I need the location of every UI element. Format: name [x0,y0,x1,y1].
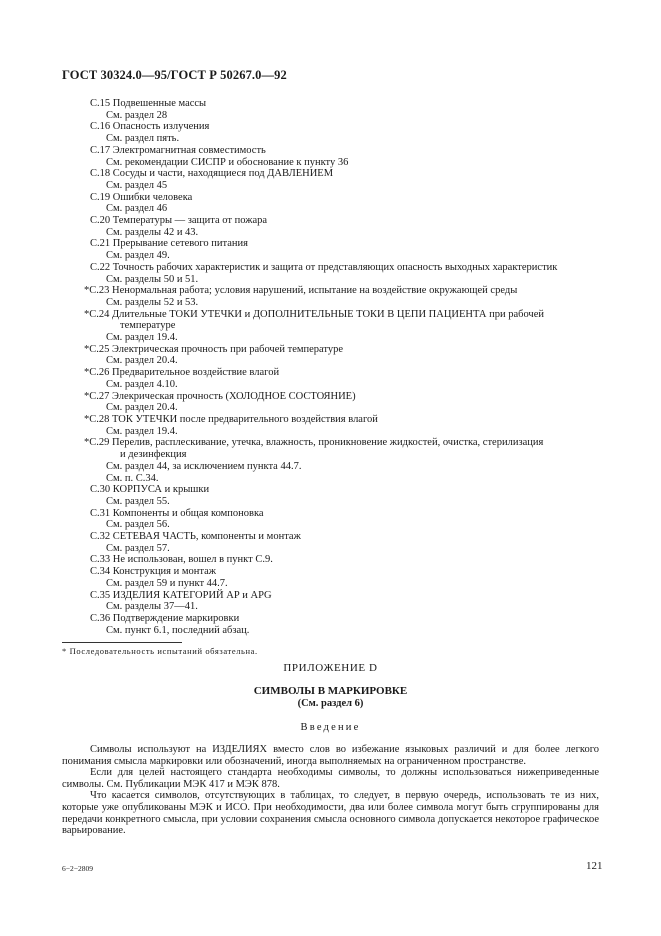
clause-title: С.32 СЕТЕВАЯ ЧАСТЬ, компоненты и монтаж [90,531,301,543]
clause-title: *С.23 Ненормальная работа; условия нарушений, испытание на воздействие окружающей среды [84,285,518,297]
clause-title: С.20 Температуры — защита от пожара [90,215,268,227]
intro-body [62,744,599,837]
clause-reference: См. раздел 28 [106,109,168,121]
intro-paragraph: Символы используют на ИЗДЕЛИЯХ вместо слов во избежание языковых различий и для более легкого понимания смысла маркировки или обозначений, иногда выполняемых на ограниченном пространстве. [62,744,599,767]
intro-paragraph: Что касается символов, отсутствующих в таблицах, то следует, в первую очередь, использовать те из них, которые уже опубликованы МЭК и ИСО. При необходимости, два или более символа могут быть сгруппированы для передачи конкретного смысла, при условии сохранения смысла основного символа допускается некоторое графическое варьирование. [62,790,599,837]
clause-title: С.33 Не использован, вошел в пункт С.9. [90,554,273,566]
clause-title: *С.26 Предварительное воздействие влагой [84,367,280,379]
appendix-subtitle-ref: (См. раздел 6) [297,698,364,709]
clause-entry [90,554,610,566]
clause-entry [90,215,610,238]
document-header: ГОСТ 30324.0—95/ГОСТ Р 50267.0—92 [62,68,287,82]
clause-reference: См. раздел 49. [106,250,170,262]
clause-title: С.18 Сосуды и части, находящиеся под ДАВЛЕНИЕМ [90,168,334,180]
clause-title: С.15 Подвешенные массы [90,98,207,109]
clause-title: С.31 Компоненты и общая компоновка [90,507,264,519]
clause-reference: См. разделы 37—41. [106,601,198,613]
clause-entry [90,531,610,554]
clause-entry [84,285,610,308]
clause-reference: См. раздел 46 [106,203,168,215]
clause-reference: См. раздел 44, за исключением пункта 44.7. [106,460,302,472]
clause-reference: См. рекомендации СИСПР и обоснование к пункту 36 [106,156,349,168]
clause-reference: См. раздел 57. [106,542,170,554]
clause-entry [90,613,610,636]
clause-title: *С.28 ТОК УТЕЧКИ после предварительного воздействия влагой [84,413,378,425]
clause-entry [84,414,610,437]
intro-heading: Введение [300,722,361,733]
footnote: * Последовательность испытаний обязательна. [62,646,258,656]
clause-entry [90,168,610,191]
clause-entry [84,391,610,414]
clause-entry [84,309,610,344]
intro-paragraph: Если для целей настоящего стандарта необходимы символы, то должны использоваться нижеприведенные символы. См. Публикации МЭК 417 и МЭК 878. [62,767,599,790]
clause-list [84,98,610,636]
clause-title: С.34 Конструкция и монтаж [90,566,217,578]
clause-reference: См. раздел 20.4. [106,402,178,414]
clause-entry [90,262,610,285]
clause-title: С.19 Ошибки человека [90,191,193,203]
clause-entry [84,367,610,390]
clause-title: *С.29 Перелив, расплескивание, утечка, влажность, проникновение жидкостей, очистка, стерилизация [84,437,544,449]
footnote-rule [62,642,182,643]
page-code: 6−2−2809 [62,864,93,873]
page-number: 121 [586,860,603,872]
clause-title: С.21 Прерывание сетевого питания [90,238,248,250]
clause-title: С.36 Подтверждение маркировки [90,612,240,624]
clause-reference: См. разделы 42 и 43. [106,226,199,238]
clause-title: *С.24 Длительные ТОКИ УТЕЧКИ и ДОПОЛНИТЕЛЬНЫЕ ТОКИ В ЦЕПИ ПАЦИЕНТА при рабочей [84,308,544,320]
clause-entry [90,590,610,613]
clause-title: *С.25 Электрическая прочность при рабочей температуре [84,343,344,355]
clause-reference: См. раздел 19.4. [106,332,178,344]
clause-reference: См. раздел 55. [106,495,170,507]
clause-title-continuation: температуре [120,320,176,332]
clause-title-continuation: и дезинфекция [120,449,187,461]
clause-entry [90,192,610,215]
clause-reference: См. раздел пять. [106,133,180,145]
clause-title: *С.27 Элекрическая прочность (ХОЛОДНОЕ СОСТОЯНИЕ) [84,390,356,402]
clause-reference: См. разделы 50 и 51. [106,273,199,285]
clause-title: С.17 Электромагнитная совместимость [90,144,266,156]
clause-entry [90,508,610,531]
clause-reference: См. разделы 52 и 53. [106,296,199,308]
appendix-subtitle: СИМВОЛЫ В МАРКИРОВКЕ [253,685,408,697]
clause-entry [90,145,610,168]
clause-entry [90,238,610,261]
clause-reference: См. пункт 6.1, последний абзац. [106,624,250,636]
clause-title: С.30 КОРПУСА и крышки [90,484,210,496]
clause-entry [84,437,610,484]
clause-title: С.22 Точность рабочих характеристик и защита от представляющих опасность выходных характеристик [90,261,558,273]
clause-reference: См. раздел 59 и пункт 44.7. [106,577,228,589]
clause-entry [90,121,610,144]
clause-entry [84,344,610,367]
clause-reference: См. раздел 20.4. [106,355,178,367]
clause-reference: См. п. С.34. [106,472,159,484]
clause-reference: См. раздел 4.10. [106,378,178,390]
clause-entry [90,98,610,121]
clause-entry [90,484,610,507]
clause-reference: См. раздел 19.4. [106,425,178,437]
clause-title: С.35 ИЗДЕЛИЯ КАТЕГОРИЙ АР и АРG [90,589,272,601]
clause-entry [90,566,610,589]
clause-title: С.16 Опасность излучения [90,121,210,133]
clause-reference: См. раздел 45 [106,179,168,191]
appendix-title: ПРИЛОЖЕНИЕ D [283,662,378,674]
clause-reference: См. раздел 56. [106,519,170,531]
